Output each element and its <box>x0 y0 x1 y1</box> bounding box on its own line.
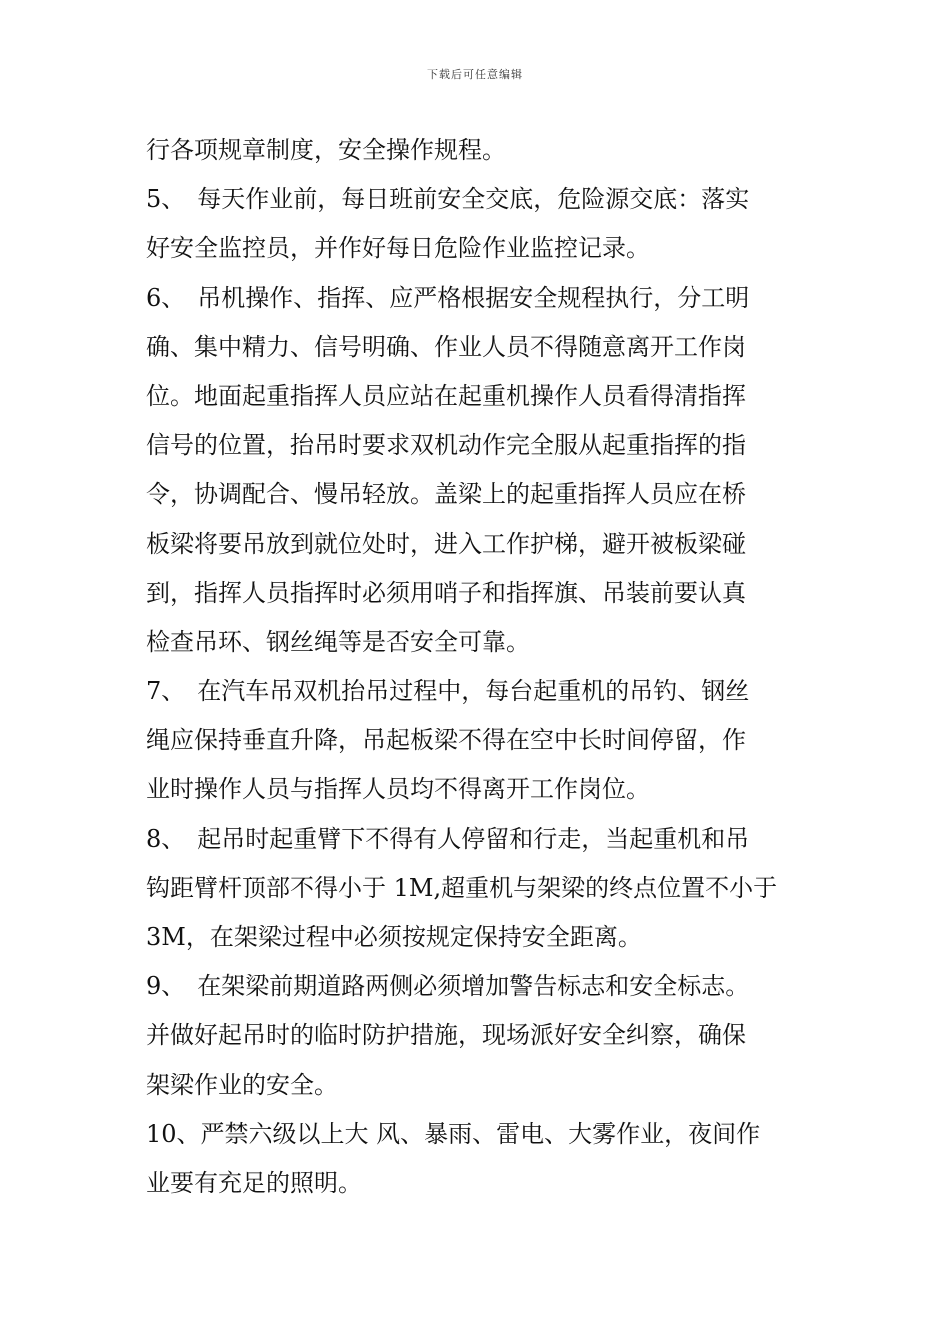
text-line: 9、 在架梁前期道路两侧必须增加警告标志和安全标志。 <box>146 972 750 1001</box>
text-line: 板梁将要吊放到就位处时，进入工作护梯，避开被板梁碰 <box>146 529 746 558</box>
text-line: 到，指挥人员指挥时必须用哨子和指挥旗、吊装前要认真 <box>146 578 746 607</box>
page-header: 下载后可任意编辑 <box>427 68 523 81</box>
document-body <box>146 126 808 1208</box>
text-line: 业要有充足的照明。 <box>146 1168 362 1197</box>
text-line: 架梁作业的安全。 <box>146 1070 338 1099</box>
text-line: 位。地面起重指挥人员应站在起重机操作人员看得清指挥 <box>146 381 746 410</box>
text-line: 6、 吊机操作、指挥、应严格根据安全规程执行，分工明 <box>146 283 750 312</box>
text-line: 业时操作人员与指挥人员均不得离开工作岗位。 <box>146 775 650 804</box>
text-line: 信号的位置，抬吊时要求双机动作完全服从起重指挥的指 <box>146 431 746 460</box>
text-line: 行各项规章制度，安全操作规程。 <box>146 136 506 164</box>
text-line: 5、 每天作业前，每日班前安全交底，危险源交底：落实 <box>146 185 750 214</box>
text-line: 令，协调配合、慢吊轻放。盖梁上的起重指挥人员应在桥 <box>146 480 746 509</box>
text-line: 并做好起吊时的临时防护措施，现场派好安全纠察，确保 <box>146 1021 746 1050</box>
text-line: 3M，在架梁过程中必须按规定保持安全距离。 <box>146 923 642 951</box>
text-line: 检查吊环、钢丝绳等是否安全可靠。 <box>146 627 530 656</box>
text-line: 确、集中精力、信号明确、作业人员不得随意离开工作岗 <box>146 332 746 361</box>
text-line: 好安全监控员，并作好每日危险作业监控记录。 <box>146 234 650 263</box>
text-line: 绳应保持垂直升降，吊起板梁不得在空中长时间停留，作 <box>146 726 746 755</box>
text-line: 8、 起吊时起重臂下不得有人停留和行走，当起重机和吊 <box>146 824 750 853</box>
text-line: 10、严禁六级以上大 风、暴雨、雷电、大雾作业，夜间作 <box>146 1119 761 1148</box>
text-line: 钩距臂杆顶部不得小于 1M,超重机与架梁的终点位置不小于 <box>146 873 778 902</box>
text-line: 7、 在汽车吊双机抬吊过程中，每台起重机的吊钓、钢丝 <box>146 677 750 706</box>
